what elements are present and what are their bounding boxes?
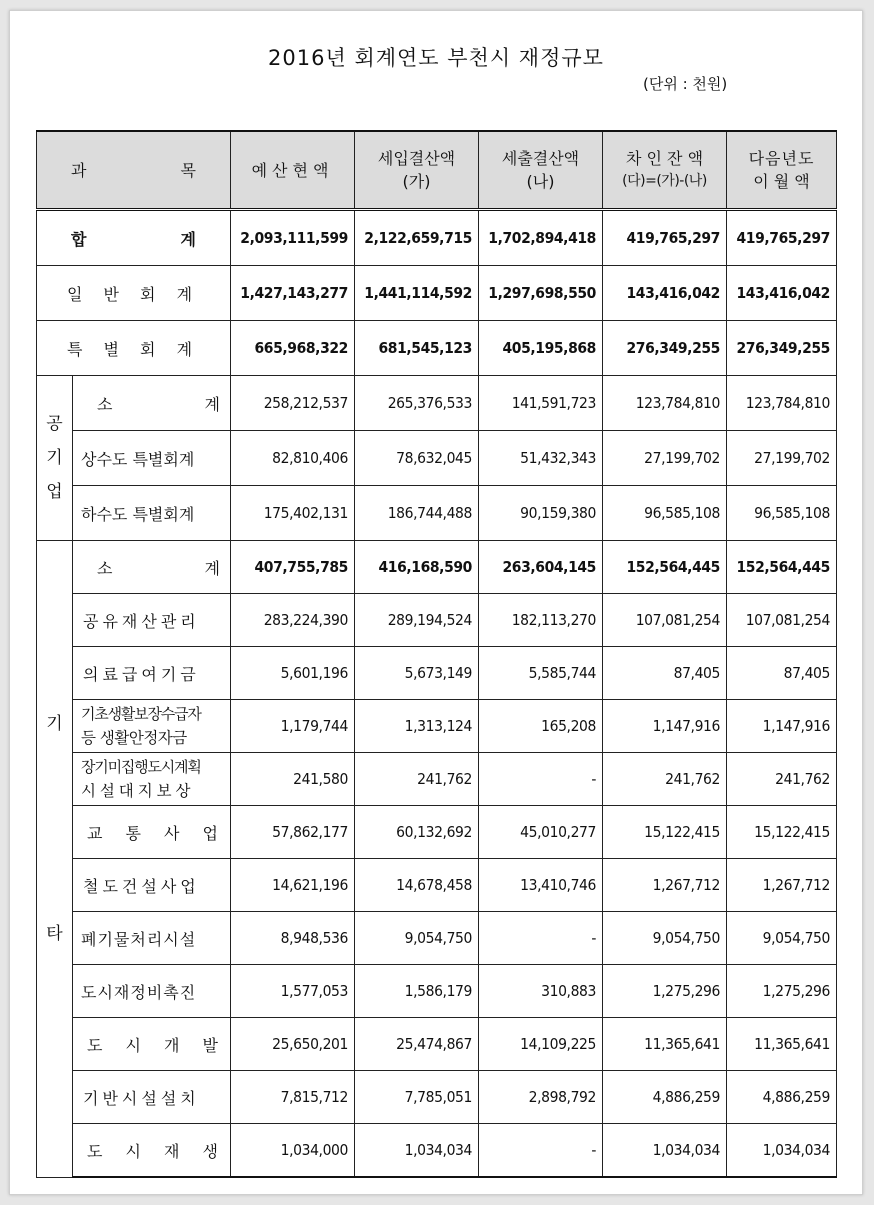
cell-expend: -	[479, 1124, 603, 1178]
cell-expend: 51,432,343	[479, 431, 603, 486]
table-row-property	[37, 594, 837, 647]
finance-table	[36, 130, 837, 1178]
header-expend	[479, 131, 603, 210]
table-row-urban-dev	[37, 1018, 837, 1071]
cell-expend: 182,113,270	[479, 594, 603, 647]
row-label-water: 상수도 특별회계	[73, 431, 231, 486]
row-label-oth-subtotal-1: 소	[97, 558, 113, 578]
cell-revenue: 5,673,149	[355, 647, 479, 700]
cell-revenue: 265,376,533	[355, 376, 479, 431]
cell-budget: 25,650,201	[231, 1018, 355, 1071]
header-subject-2: 목	[180, 160, 196, 180]
cell-expend: 5,585,744	[479, 647, 603, 700]
header-revenue-l1: 세입결산액	[377, 149, 456, 168]
cell-budget: 241,580	[231, 753, 355, 806]
cell-revenue: 9,054,750	[355, 912, 479, 965]
cell-balance: 9,054,750	[603, 912, 727, 965]
cell-budget: 82,810,406	[231, 431, 355, 486]
table-row-urban-plan	[37, 753, 837, 806]
row-label-livelihood-l1: 기초생활보장수급자	[81, 705, 201, 723]
row-label-urban-dev-3: 개	[164, 1035, 180, 1055]
table-row-pub-subtotal	[37, 376, 837, 431]
group-other-char-1: 기	[46, 714, 63, 734]
row-label-regen	[73, 1124, 231, 1178]
row-label-regen-2: 시	[125, 1141, 141, 1161]
header-expend-l1: 세출결산액	[501, 149, 580, 168]
group-other-char-2: 타	[46, 924, 63, 944]
cell-balance: 419,765,297	[603, 210, 727, 266]
cell-balance: 96,585,108	[603, 486, 727, 541]
row-label-urban-dev-2: 시	[125, 1035, 141, 1055]
table-row-water	[37, 431, 837, 486]
table-row-general	[37, 266, 837, 321]
cell-expend: 13,410,746	[479, 859, 603, 912]
cell-budget: 1,034,000	[231, 1124, 355, 1178]
row-label-pub-subtotal	[73, 376, 231, 431]
cell-revenue: 1,441,114,592	[355, 266, 479, 321]
unit-label: (단위 : 천원)	[643, 75, 728, 93]
table-row-sewer	[37, 486, 837, 541]
cell-balance: 1,275,296	[603, 965, 727, 1018]
cell-balance: 123,784,810	[603, 376, 727, 431]
cell-balance: 27,199,702	[603, 431, 727, 486]
table-row-livelihood	[37, 700, 837, 753]
cell-budget: 258,212,537	[231, 376, 355, 431]
cell-expend: 310,883	[479, 965, 603, 1018]
row-label-total-2: 계	[180, 229, 196, 249]
table-row-railway	[37, 859, 837, 912]
cell-carry: 1,034,034	[727, 1124, 837, 1178]
header-carry	[727, 131, 837, 210]
cell-budget: 57,862,177	[231, 806, 355, 859]
cell-balance: 1,147,916	[603, 700, 727, 753]
cell-budget: 1,179,744	[231, 700, 355, 753]
cell-carry: 11,365,641	[727, 1018, 837, 1071]
cell-carry: 107,081,254	[727, 594, 837, 647]
row-label-regen-3: 재	[164, 1141, 180, 1161]
cell-expend: 1,702,894,418	[479, 210, 603, 266]
row-label-regen-4: 생	[202, 1141, 218, 1161]
cell-balance: 1,267,712	[603, 859, 727, 912]
row-label-livelihood	[73, 700, 231, 753]
cell-revenue: 1,034,034	[355, 1124, 479, 1178]
cell-expend: 165,208	[479, 700, 603, 753]
cell-carry: 1,267,712	[727, 859, 837, 912]
row-label-urban-dev	[73, 1018, 231, 1071]
cell-budget: 1,427,143,277	[231, 266, 355, 321]
header-carry-l1: 다음년도	[748, 149, 815, 168]
header-budget	[231, 131, 355, 210]
row-label-general: 일 반 회 계	[37, 266, 231, 321]
cell-balance: 107,081,254	[603, 594, 727, 647]
cell-expend: -	[479, 912, 603, 965]
header-row	[37, 131, 837, 210]
document-page	[9, 10, 863, 1195]
cell-revenue: 1,313,124	[355, 700, 479, 753]
cell-expend: 405,195,868	[479, 321, 603, 376]
cell-expend: 45,010,277	[479, 806, 603, 859]
cell-revenue: 289,194,524	[355, 594, 479, 647]
header-balance-l1: 차 인 잔 액	[625, 149, 704, 168]
cell-expend: 1,297,698,550	[479, 266, 603, 321]
table-row-special	[37, 321, 837, 376]
cell-expend: -	[479, 753, 603, 806]
group-public-char-1: 공	[46, 414, 63, 434]
row-label-transport-4: 업	[202, 823, 218, 843]
cell-balance: 143,416,042	[603, 266, 727, 321]
header-revenue-l2: (가)	[402, 172, 431, 191]
row-label-railway: 철도건설사업	[73, 859, 231, 912]
row-label-urban-dev-1: 도	[87, 1035, 103, 1055]
row-label-pub-subtotal-2: 계	[204, 394, 220, 414]
cell-budget: 407,755,785	[231, 541, 355, 594]
header-balance	[603, 131, 727, 210]
cell-revenue: 416,168,590	[355, 541, 479, 594]
table-row-regen	[37, 1124, 837, 1178]
cell-budget: 5,601,196	[231, 647, 355, 700]
header-subject-1: 과	[71, 160, 87, 180]
page-title: 2016년 회계연도 부천시 재정규모	[268, 46, 604, 70]
table-row-infra	[37, 1071, 837, 1124]
cell-carry: 152,564,445	[727, 541, 837, 594]
cell-balance: 152,564,445	[603, 541, 727, 594]
cell-expend: 141,591,723	[479, 376, 603, 431]
group-public-char-3: 업	[46, 482, 63, 502]
table-row-maint	[37, 965, 837, 1018]
row-label-regen-1: 도	[87, 1141, 103, 1161]
row-label-transport	[73, 806, 231, 859]
row-label-oth-subtotal	[73, 541, 231, 594]
header-revenue	[355, 131, 479, 210]
cell-budget: 283,224,390	[231, 594, 355, 647]
cell-revenue: 241,762	[355, 753, 479, 806]
row-label-urban-dev-4: 발	[202, 1035, 218, 1055]
row-label-sewer: 하수도 특별회계	[73, 486, 231, 541]
header-budget-text: 예산현액	[251, 160, 334, 180]
table-row-transport	[37, 806, 837, 859]
cell-balance: 4,886,259	[603, 1071, 727, 1124]
cell-carry: 419,765,297	[727, 210, 837, 266]
cell-carry: 4,886,259	[727, 1071, 837, 1124]
row-label-special: 특 별 회 계	[37, 321, 231, 376]
cell-revenue: 681,545,123	[355, 321, 479, 376]
cell-carry: 123,784,810	[727, 376, 837, 431]
cell-balance: 276,349,255	[603, 321, 727, 376]
cell-revenue: 2,122,659,715	[355, 210, 479, 266]
row-label-livelihood-l2: 등 생활안정자금	[81, 729, 187, 747]
cell-carry: 96,585,108	[727, 486, 837, 541]
row-label-total-1: 합	[71, 229, 87, 249]
table-row-oth-subtotal	[37, 541, 837, 594]
cell-revenue: 25,474,867	[355, 1018, 479, 1071]
cell-expend: 2,898,792	[479, 1071, 603, 1124]
group-other	[37, 541, 73, 1178]
cell-carry: 9,054,750	[727, 912, 837, 965]
cell-expend: 90,159,380	[479, 486, 603, 541]
cell-carry: 27,199,702	[727, 431, 837, 486]
cell-carry: 276,349,255	[727, 321, 837, 376]
cell-revenue: 7,785,051	[355, 1071, 479, 1124]
row-label-medical: 의료급여기금	[73, 647, 231, 700]
cell-budget: 175,402,131	[231, 486, 355, 541]
cell-carry: 1,147,916	[727, 700, 837, 753]
row-label-transport-2: 통	[125, 823, 141, 843]
row-label-urban-plan	[73, 753, 231, 806]
cell-budget: 665,968,322	[231, 321, 355, 376]
row-label-maint: 도시재정비촉진	[73, 965, 231, 1018]
row-label-property: 공유재산관리	[73, 594, 231, 647]
cell-balance: 15,122,415	[603, 806, 727, 859]
row-label-transport-3: 사	[164, 823, 180, 843]
cell-budget: 7,815,712	[231, 1071, 355, 1124]
cell-revenue: 186,744,488	[355, 486, 479, 541]
row-label-waste: 폐기물처리시설	[73, 912, 231, 965]
cell-carry: 15,122,415	[727, 806, 837, 859]
cell-balance: 87,405	[603, 647, 727, 700]
row-label-pub-subtotal-1: 소	[97, 394, 113, 414]
cell-carry: 143,416,042	[727, 266, 837, 321]
cell-balance: 11,365,641	[603, 1018, 727, 1071]
row-label-urban-plan-l1: 장기미집행도시계획	[81, 758, 201, 776]
cell-budget: 2,093,111,599	[231, 210, 355, 266]
group-public-char-2: 기	[46, 448, 63, 468]
header-subject	[37, 131, 231, 210]
cell-expend: 263,604,145	[479, 541, 603, 594]
header-expend-l2: (나)	[526, 172, 555, 191]
cell-carry: 241,762	[727, 753, 837, 806]
row-label-oth-subtotal-2: 계	[204, 558, 220, 578]
cell-carry: 1,275,296	[727, 965, 837, 1018]
row-label-infra: 기반시설설치	[73, 1071, 231, 1124]
cell-carry: 87,405	[727, 647, 837, 700]
group-public-enterprise	[37, 376, 73, 541]
cell-budget: 8,948,536	[231, 912, 355, 965]
row-label-transport-1: 교	[87, 823, 103, 843]
header-balance-l2: (다)=(가)-(나)	[622, 173, 707, 189]
header-carry-l2: 이 월 액	[753, 172, 810, 191]
table-row-total	[37, 210, 837, 266]
cell-budget: 14,621,196	[231, 859, 355, 912]
row-label-total	[37, 210, 231, 266]
table-row-medical	[37, 647, 837, 700]
cell-revenue: 78,632,045	[355, 431, 479, 486]
cell-revenue: 14,678,458	[355, 859, 479, 912]
cell-revenue: 1,586,179	[355, 965, 479, 1018]
table-row-waste	[37, 912, 837, 965]
cell-expend: 14,109,225	[479, 1018, 603, 1071]
cell-budget: 1,577,053	[231, 965, 355, 1018]
cell-balance: 241,762	[603, 753, 727, 806]
cell-balance: 1,034,034	[603, 1124, 727, 1178]
cell-revenue: 60,132,692	[355, 806, 479, 859]
row-label-urban-plan-l2: 시 설 대 지 보 상	[81, 782, 190, 800]
